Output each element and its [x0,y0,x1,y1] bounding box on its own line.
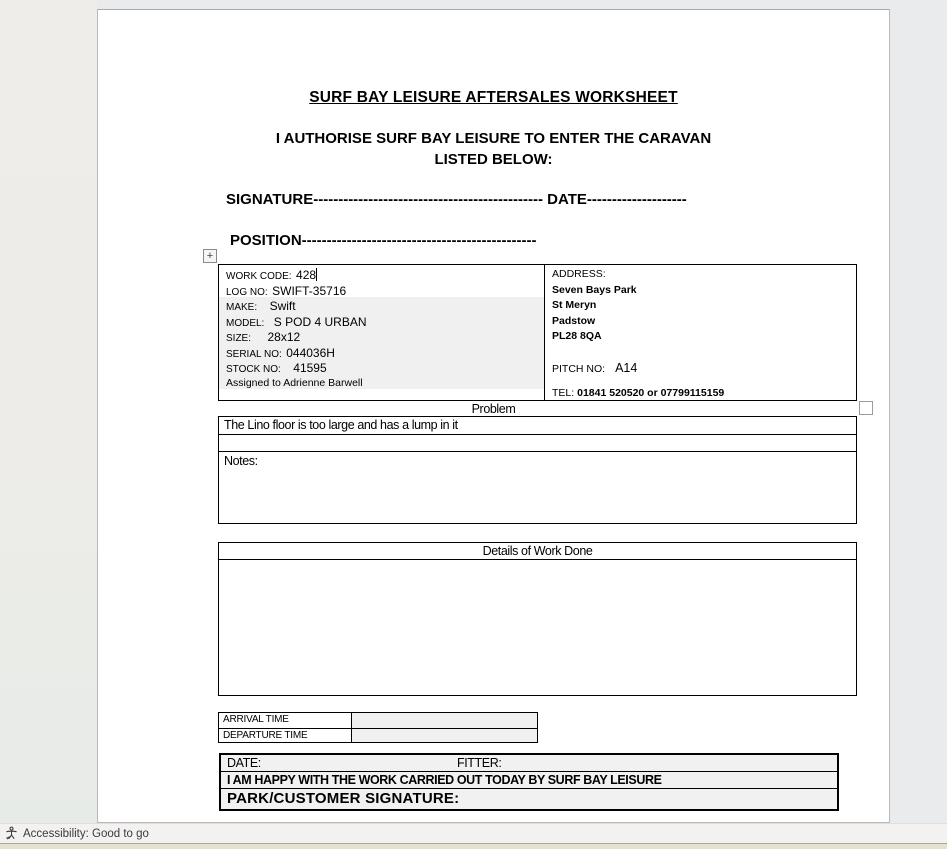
address-line-3: Padstow [552,314,596,327]
caravan-details-table [218,264,857,401]
log-no-label: LOG NO: [226,286,268,298]
park-customer-signature-label[interactable]: PARK/CUSTOMER SIGNATURE: [227,790,460,807]
arrival-time-label: ARRIVAL TIME [219,713,352,728]
arrival-departure-table [218,712,538,743]
document-page[interactable] [97,9,890,823]
work-done-header: Details of Work Done [219,543,856,560]
signoff-table [219,753,839,811]
make-row [219,298,544,314]
accessibility-checker-icon[interactable] [4,826,19,841]
pitch-no-value[interactable]: A14 [615,361,638,375]
work-code-row [219,265,544,283]
size-row [219,329,544,345]
log-no-value[interactable]: SWIFT-35716 [272,283,347,298]
arrival-row [219,713,537,728]
serial-no-value[interactable]: 044036H [286,345,335,360]
problem-table [218,416,857,524]
notes-cell[interactable]: Notes: [224,454,258,468]
size-label: SIZE: [226,333,252,344]
size-value[interactable]: 28x12 [267,330,301,344]
address-line-1: Seven Bays Park [552,283,637,296]
stock-no-label: STOCK NO: [226,364,281,375]
model-row [219,314,544,330]
fitter-label: FITTER: [457,756,502,770]
make-label: MAKE: [226,302,258,313]
departure-time-label: DEPARTURE TIME [219,729,352,743]
serial-no-label: SERIAL NO: [226,348,282,360]
assigned-to-note: Assigned to Adrienne Barwell [226,376,363,389]
accessibility-status-text[interactable]: Accessibility: Good to go [23,827,149,840]
work-done-entry-area[interactable] [219,560,856,695]
empty-checkbox[interactable] [859,401,873,415]
date-label: DATE: [227,756,261,770]
serial-no-row [219,345,544,361]
log-no-row [219,283,544,299]
work-done-table [218,542,857,696]
authorise-line-1: I AUTHORISE SURF BAY LEISURE TO ENTER THE CARAVAN [275,130,712,147]
caravan-column [219,265,545,400]
signature-date-line: SIGNATURE---------------------------------------------- DATE-------------------- [226,191,687,208]
make-value[interactable]: Swift [269,299,296,313]
status-bar [0,823,947,843]
tel-row [552,387,724,399]
work-code-label: WORK CODE: [226,271,292,282]
tel-label: TEL: [552,387,575,399]
pitch-no-row [552,361,637,375]
problem-empty-row[interactable] [219,435,856,452]
address-line-2: St Meryn [552,299,597,311]
stock-no-value[interactable]: 41595 [293,361,327,375]
authorise-line-2: LISTED BELOW: [434,151,553,168]
text-cursor [316,268,317,281]
happy-statement: I AM HAPPY WITH THE WORK CARRIED OUT TODAY BY SURF BAY LEISURE [221,772,837,789]
position-line: POSITION----------------------------------------------- [230,232,537,249]
stock-no-row [219,360,544,376]
document-title: SURF BAY LEISURE AFTERSALES WORKSHEET [309,89,678,106]
address-column [545,265,856,400]
authorise-paragraph [98,128,889,170]
editor-canvas-left-margin [0,0,97,823]
table-move-handle-icon[interactable]: + [203,249,217,263]
work-code-value[interactable]: 428 [296,268,317,282]
departure-time-value[interactable] [352,729,537,743]
model-value[interactable]: S POD 4 URBAN [273,314,367,329]
pitch-no-label: PITCH NO: [552,363,606,375]
tel-value: 01841 520520 or 07799115159 [577,387,725,399]
model-label: MODEL: [226,317,265,329]
problem-text[interactable]: The Lino floor is too large and has a lump in it [219,417,856,435]
bottom-edge-strip [0,843,947,849]
date-fitter-row[interactable] [221,755,837,772]
departure-row [219,728,537,743]
address-line-4: PL28 8QA [552,330,602,342]
problem-section-header: Problem [471,402,516,416]
address-label: ADDRESS: [552,268,606,280]
arrival-time-value[interactable] [352,713,537,728]
